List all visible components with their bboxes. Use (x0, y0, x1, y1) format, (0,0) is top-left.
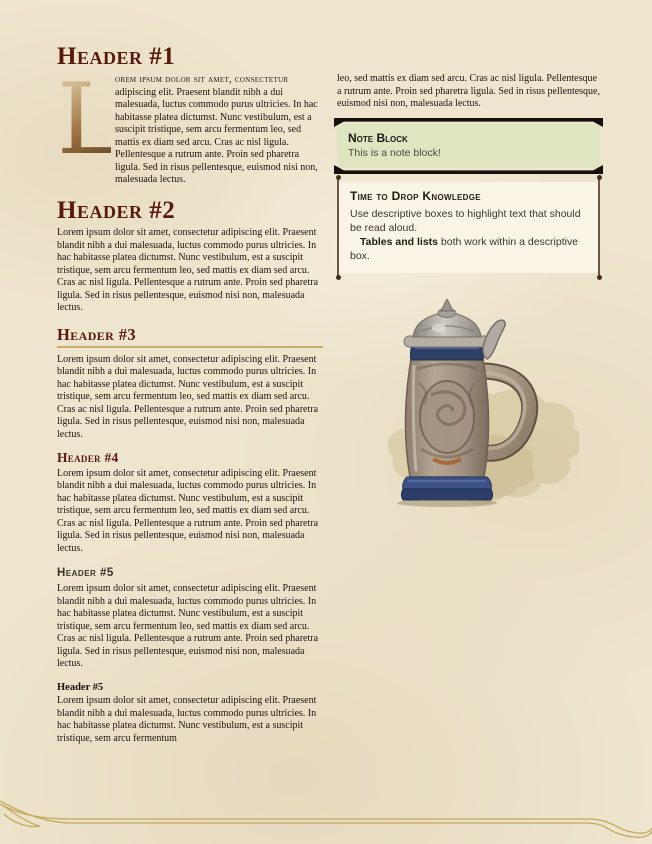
note-block-body: This is a note block! (348, 147, 441, 160)
descriptive-box-line2 (350, 235, 587, 263)
descriptive-box-line1: Use descriptive boxes to highlight text that should be read aloud. (350, 208, 581, 235)
note-block (337, 124, 600, 169)
paragraph-2: Lorem ipsum dolor sit amet, consectetur adipiscing elit. Praesent blandit nibh a dui malesuada, luctus commodo purus ultricies. In hac habitasse platea dictumst. Nunc vestibulum, est a suscipit tristique, sem arcu fermentum leo, sed mattis ex diam sed arcu. Cras ac nisl ligula. Pellentesque a rutrum ante. Proin sed pharetra ligula. Sed in risus pellentesque, euismod nisi non, malesuada lectus. (57, 227, 319, 313)
descriptive-box-bold-lead: Tables and lists (360, 236, 438, 249)
descriptive-box (337, 182, 600, 273)
descriptive-box-left-rule (337, 179, 339, 276)
paragraph-continuation: leo, sed mattis ex diam sed arcu. Cras ac nisl ligula. Pellentesque a rutrum ante. Proin sed pharetra ligula. Sed in risus pellentesque, euismod nisi non, malesuada lectus. (337, 73, 600, 109)
paragraph-dropcap (57, 63, 323, 187)
descriptive-box-right-rule (598, 179, 600, 276)
stein-illustration (351, 299, 579, 519)
header-1: Header #1 (57, 43, 176, 70)
stein-lid (404, 299, 490, 347)
stein-thumblift (483, 320, 505, 359)
descriptive-box-title: Time to Drop Knowledge (350, 189, 481, 204)
footer-flourish (0, 800, 652, 840)
header-2: Header #2 (57, 196, 176, 224)
right-column (337, 73, 600, 519)
left-column (57, 44, 323, 745)
drop-cap-letter: L (57, 77, 111, 189)
note-top-bar (334, 118, 603, 127)
note-bottom-bar (334, 165, 603, 174)
paragraph-4: Lorem ipsum dolor sit amet, consectetur adipiscing elit. Praesent blandit nibh a dui malesuada, luctus commodo purus ultricies. In hac habitasse platea dictumst. Nunc vestibulum, est a suscipit tristique, sem arcu fermentum leo, sed mattis ex diam sed arcu. Cras ac nisl ligula. Pellentesque a rutrum ante. Proin sed pharetra ligula. Sed in risus pellentesque, euismod nisi non, malesuada lectus. (57, 467, 319, 554)
stein-svg (351, 299, 579, 519)
lead-rest-text: adipiscing elit. Praesent blandit nibh a dui malesuada, luctus commodo purus ultricies. In hac habitasse platea dictumst. Nunc vestibulum, est a suscipit tristique, sem arcu fermentum leo, sed mattis ex diam sed arcu. Cras ac nisl ligula. Pellentesque a rutrum ante. Proin sed pharetra ligula. Sed in risus pellentesque, euismod nisi non, malesuada lectus. (115, 86, 318, 186)
corner-dot (597, 275, 602, 280)
header-4: Header #4 (57, 450, 119, 466)
stein-body (406, 355, 489, 477)
lead-smallcaps-text: orem ipsum dolor sit amet, consectetur (115, 74, 289, 86)
corner-dot (336, 275, 341, 280)
stein-base (397, 477, 497, 507)
descriptive-box-line2-rest: both work within a descriptive box. (350, 236, 579, 263)
header-6: Header #5 (57, 681, 104, 693)
paragraph-6: Lorem ipsum dolor sit amet, consectetur adipiscing elit. Praesent blandit nibh a dui malesuada, luctus commodo purus ultricies. In hac habitasse platea dictumst. Nunc vestibulum, est a suscipit tristique, sem arcu fermentum (57, 695, 317, 744)
header-3: Header #3 (57, 326, 323, 348)
paragraph-3: Lorem ipsum dolor sit amet, consectetur adipiscing elit. Praesent blandit nibh a dui malesuada, luctus commodo purus ultricies. In hac habitasse platea dictumst. Nunc vestibulum, est a suscipit tristique, sem arcu fermentum leo, sed mattis ex diam sed arcu. Cras ac nisl ligula. Pellentesque a rutrum ante. Proin sed pharetra ligula. Sed in risus pellentesque, euismod nisi non, malesuada lectus. (57, 353, 319, 440)
note-block-title: Note Block (348, 130, 408, 145)
header-5: Header #5 (57, 567, 114, 580)
paragraph-5: Lorem ipsum dolor sit amet, consectetur adipiscing elit. Praesent blandit nibh a dui malesuada, luctus commodo purus ultricies. In hac habitasse platea dictumst. Nunc vestibulum, est a suscipit tristique, sem arcu fermentum leo, sed mattis ex diam sed arcu. Cras ac nisl ligula. Pellentesque a rutrum ante. Proin sed pharetra ligula. Sed in risus pellentesque, euismod nisi non, malesuada lectus. (57, 583, 319, 670)
